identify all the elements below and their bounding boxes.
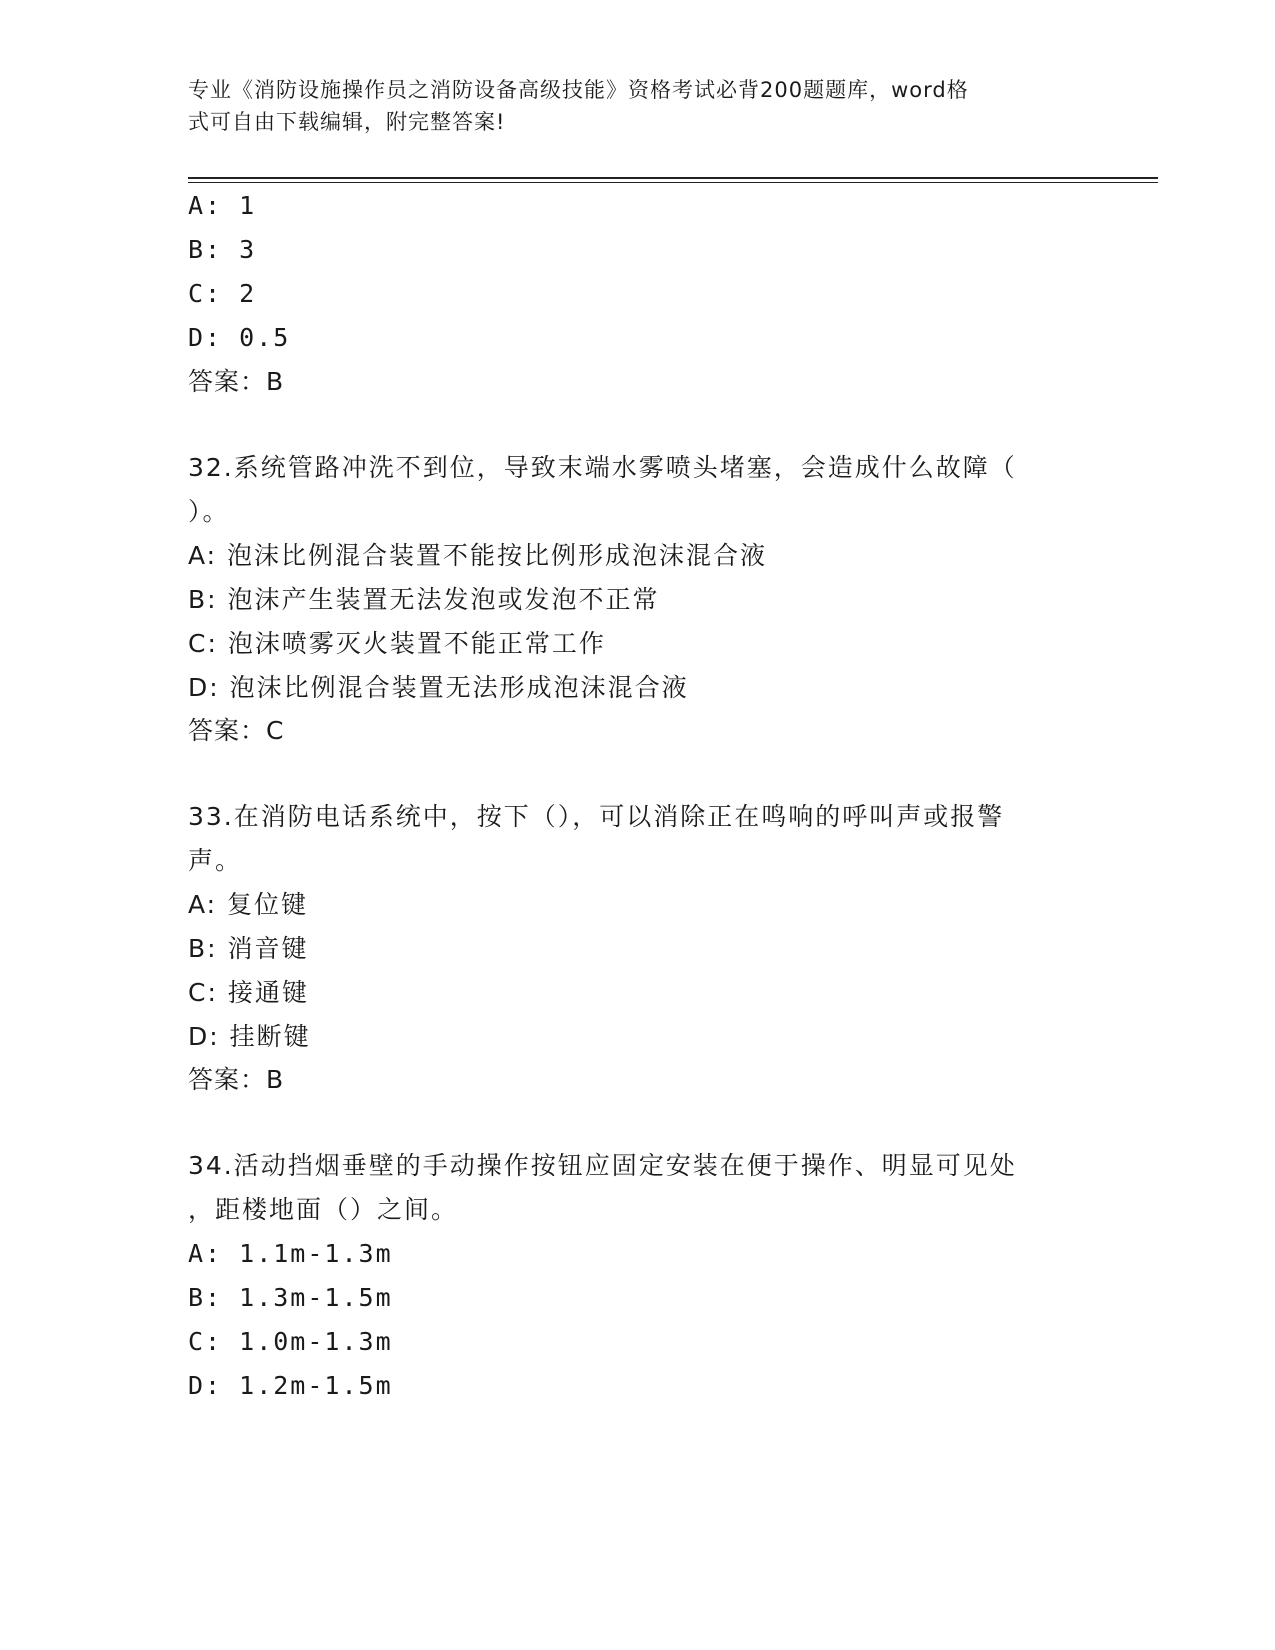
q31-answer: 答案：B bbox=[188, 367, 285, 396]
q31-option-d: D: 0.5 bbox=[188, 323, 291, 352]
q32-question-line-1: 32.系统管路冲洗不到位，导致末端水雾喷头堵塞，会造成什么故障（ bbox=[188, 453, 1017, 482]
q34-option-d: D: 1.2m-1.5m bbox=[188, 1371, 393, 1400]
q33-option-d: D: 挂断键 bbox=[188, 1022, 311, 1051]
q32-option-c: C: 泡沫喷雾灭火装置不能正常工作 bbox=[188, 629, 606, 658]
header-line-1: 专业《消防设施操作员之消防设备高级技能》资格考试必背200题题库，word格 bbox=[188, 78, 969, 102]
q34-question-line-2: ，距楼地面（）之间。 bbox=[188, 1195, 459, 1224]
q33-question-line-2: 声。 bbox=[188, 846, 243, 875]
q34-option-b: B: 1.3m-1.5m bbox=[188, 1283, 393, 1312]
document-header bbox=[188, 74, 1088, 138]
q31-option-a: A: 1 bbox=[188, 191, 257, 220]
q31-option-b: B: 3 bbox=[188, 235, 257, 264]
q33-answer: 答案：B bbox=[188, 1065, 285, 1094]
q32-option-a: A: 泡沫比例混合装置不能按比例形成泡沫混合液 bbox=[188, 541, 768, 570]
q31-option-c: C: 2 bbox=[188, 279, 257, 308]
header-divider-thin bbox=[188, 182, 1158, 183]
q33-option-c: C: 接通键 bbox=[188, 978, 309, 1007]
q32-answer: 答案：C bbox=[188, 716, 285, 745]
document-page bbox=[188, 0, 1158, 1650]
q34-question-line-1: 34.活动挡烟垂壁的手动操作按钮应固定安装在便于操作、明显可见处 bbox=[188, 1151, 1017, 1180]
q33-option-a: A: 复位键 bbox=[188, 890, 309, 919]
q33-question-line-1: 33.在消防电话系统中，按下（），可以消除正在鸣响的呼叫声或报警 bbox=[188, 802, 1005, 831]
q32-option-d: D: 泡沫比例混合装置无法形成泡沫混合液 bbox=[188, 673, 689, 702]
q34-option-c: C: 1.0m-1.3m bbox=[188, 1327, 393, 1356]
header-divider-thick bbox=[188, 177, 1158, 179]
q34-option-a: A: 1.1m-1.3m bbox=[188, 1239, 393, 1268]
q32-question-line-2: ）。 bbox=[188, 497, 230, 526]
header-line-2: 式可自由下载编辑，附完整答案! bbox=[188, 110, 506, 134]
q33-option-b: B: 消音键 bbox=[188, 934, 309, 963]
q32-option-b: B: 泡沫产生装置无法发泡或发泡不正常 bbox=[188, 585, 660, 614]
